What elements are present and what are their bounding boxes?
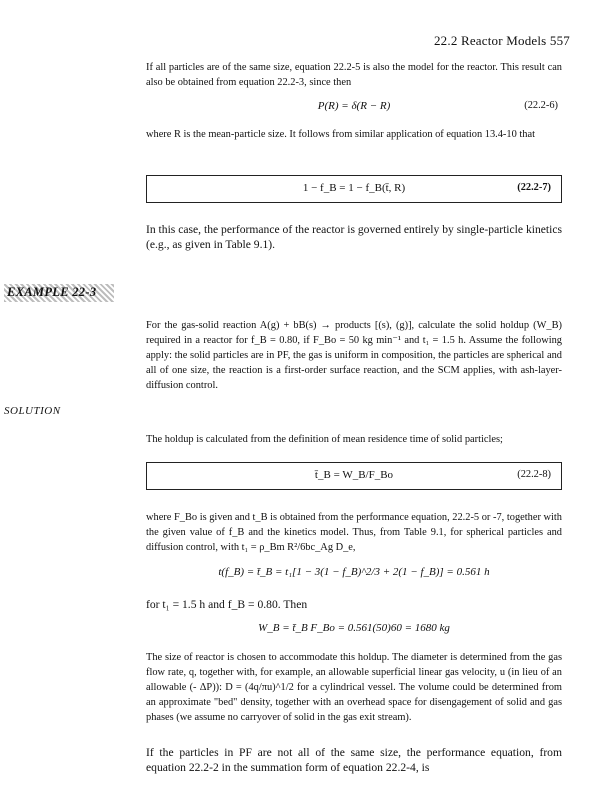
paragraph-given-values: for t₁ = 1.5 h and f_B = 0.80. Then bbox=[146, 598, 308, 611]
equation-expression: P(R) = δ(R − R) bbox=[317, 100, 391, 112]
paragraph-performance-equation: where F_Bo is given and t_B is obtained from the performance equation, 22.2-5 or -7, together with the given value of f_B and the kinetics model. Thus, from Table 9.1, for spherical particles and diffusion control, with t₁ = ρ_Bm R²/6bc_Ag D_e, bbox=[146, 512, 562, 553]
equation-holdup-calc: W_B = t̄_B F_Bo = 0.561(50)60 = 1680 kg bbox=[258, 622, 450, 634]
paragraph-holdup-definition: The holdup is calculated from the definition of mean residence time of solid particles; bbox=[146, 434, 503, 445]
equation-number: (22.2-7) bbox=[517, 182, 551, 193]
boxed-equation-22-2-8 bbox=[146, 462, 562, 490]
equation-22-2-6 bbox=[146, 100, 562, 112]
equation-number: (22.2-6) bbox=[524, 100, 558, 111]
equation-expression: t̄_B = W_B/F_Bo bbox=[314, 469, 394, 481]
equation-expression: 1 − f_B = 1 − f_B(t̄, R) bbox=[302, 182, 406, 194]
paragraph-reactor-size: The size of reactor is chosen to accommodate this holdup. The diameter is determined from the gas flow rate, q, together with, for example, an allowable superficial linear gas velocity, u (in lieu of an allowable (- ΔP)): D = (4q/πu)^1/2 for a cylindrical vessel. The volume could be determined from an approximate "bed" density, together with an overhead space for disengagement of solid and gas phases (we assume no carryover of solid in the gas exit stream). bbox=[146, 652, 562, 723]
equation-number: (22.2-8) bbox=[517, 469, 551, 480]
solution-label: SOLUTION bbox=[4, 405, 61, 417]
paragraph-different-sizes: If the particles in PF are not all of the same size, the performance equation, from equation 22.2-2 in the summation form of equation 22.2-4, is bbox=[146, 746, 562, 774]
running-head: 22.2 Reactor Models 557 bbox=[433, 33, 570, 48]
paragraph-single-particle-kinetics: In this case, the performance of the reactor is governed entirely by single-particle kinetics (e.g., as given in Table 9.1). bbox=[146, 223, 562, 251]
boxed-equation-22-2-7 bbox=[146, 175, 562, 203]
paragraph-same-size: If all particles are of the same size, equation 22.2-5 is also the model for the reactor. This result can also be obtained from equation 22.2-3, since then bbox=[146, 62, 562, 88]
paragraph-example-problem: For the gas-solid reaction A(g) + bB(s) → products [(s), (g)], calculate the solid holdup (W_B) required in a reactor for f_B = 0.80, if F_Bo = 50 kg min⁻¹ and t₁ = 1.5 h. Assume the following apply: the solid particles are in PF, the gas is uniform in composition, the particles are spherical and all of one size, the reaction is a first-order surface reaction, and the SCM applies, with ash-layer-diffusion control. bbox=[146, 320, 562, 391]
example-label: EXAMPLE 22-3 bbox=[4, 284, 114, 302]
equation-residence-time-calc: t(f_B) = t̄_B = t₁[1 − 3(1 − f_B)^2/3 + 2(1 − f_B)] = 0.561 h bbox=[218, 566, 490, 578]
paragraph-mean-particle-size: where R is the mean-particle size. It follows from similar application of equation 13.4-10 that bbox=[146, 129, 535, 140]
